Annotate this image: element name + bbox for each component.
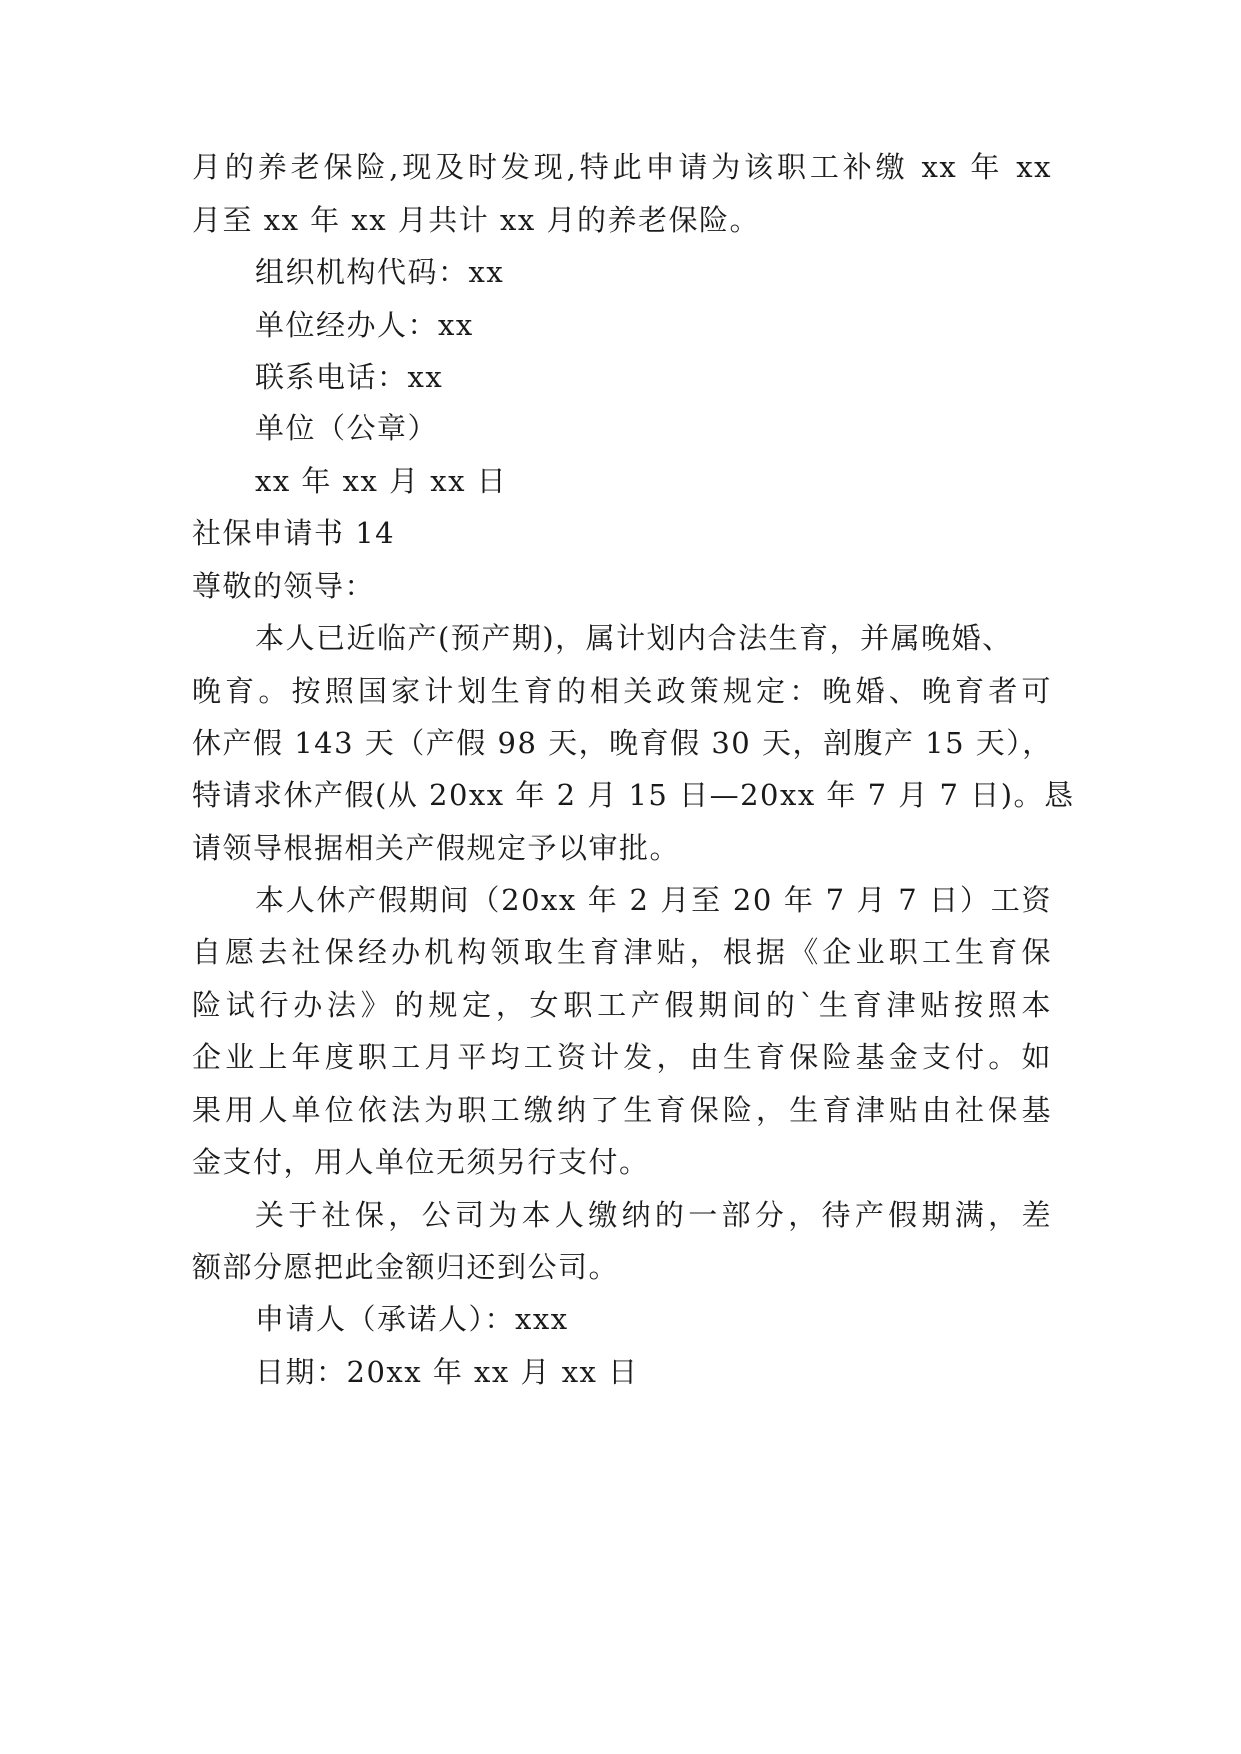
paragraph2-line-6: 金支付，用人单位无须另行支付。 [192,1145,650,1179]
signature-date: 日期：20xx 年 xx 月 xx 日 [255,1355,639,1389]
unit-seal-field: 单位（公章） [255,411,439,445]
paragraph1-line-4: 特请求休产假(从 20xx 年 2 月 15 日—20xx 年 7 月 7 日)。恳 [192,778,1075,812]
paragraph2-line-2: 自愿去社保经办机构领取生育津贴，根据《企业职工生育保 [192,935,1052,969]
paragraph2-line-1: 本人休产假期间（20xx 年 2 月至 20 年 7 月 7 日）工资 [255,883,1052,917]
continuation-line-2: 月至 xx 年 xx 月共计 xx 月的养老保险。 [192,203,760,237]
paragraph3-line-1: 关于社保，公司为本人缴纳的一部分，待产假期满，差 [255,1198,1052,1232]
paragraph1-line-2: 晚育。按照国家计划生育的相关政策规定：晚婚、晚育者可 [192,674,1052,708]
applicant-signature: 申请人（承诺人）：xxx [255,1302,569,1336]
paragraph3-line-2: 额部分愿把此金额归还到公司。 [192,1250,620,1284]
paragraph2-line-3: 险试行办法》的规定，女职工产假期间的`生育津贴按照本 [192,988,1052,1022]
paragraph1-line-5: 请领导根据相关产假规定予以审批。 [192,831,681,865]
section-heading: 社保申请书 14 [192,516,396,550]
salutation: 尊敬的领导： [192,569,376,603]
org-code-field: 组织机构代码：xx [255,255,505,289]
paragraph2-line-4: 企业上年度职工月平均工资计发，由生育保险基金支付。如 [192,1040,1052,1074]
paragraph1-line-3: 休产假 143 天（产假 98 天，晚育假 30 天，剖腹产 15 天）， [192,726,1053,760]
phone-field: 联系电话：xx [255,360,444,394]
paragraph2-line-5: 果用人单位依法为职工缴纳了生育保险，生育津贴由社保基 [192,1093,1052,1127]
paragraph1-line-1: 本人已近临产(预产期)，属计划内合法生育，并属晚婚、 [255,621,1013,655]
first-letter-date: xx 年 xx 月 xx 日 [255,464,508,498]
handler-field: 单位经办人：xx [255,308,474,342]
continuation-line-1: 月的养老保险,现及时发现,特此申请为该职工补缴 xx 年 xx [192,150,1052,184]
